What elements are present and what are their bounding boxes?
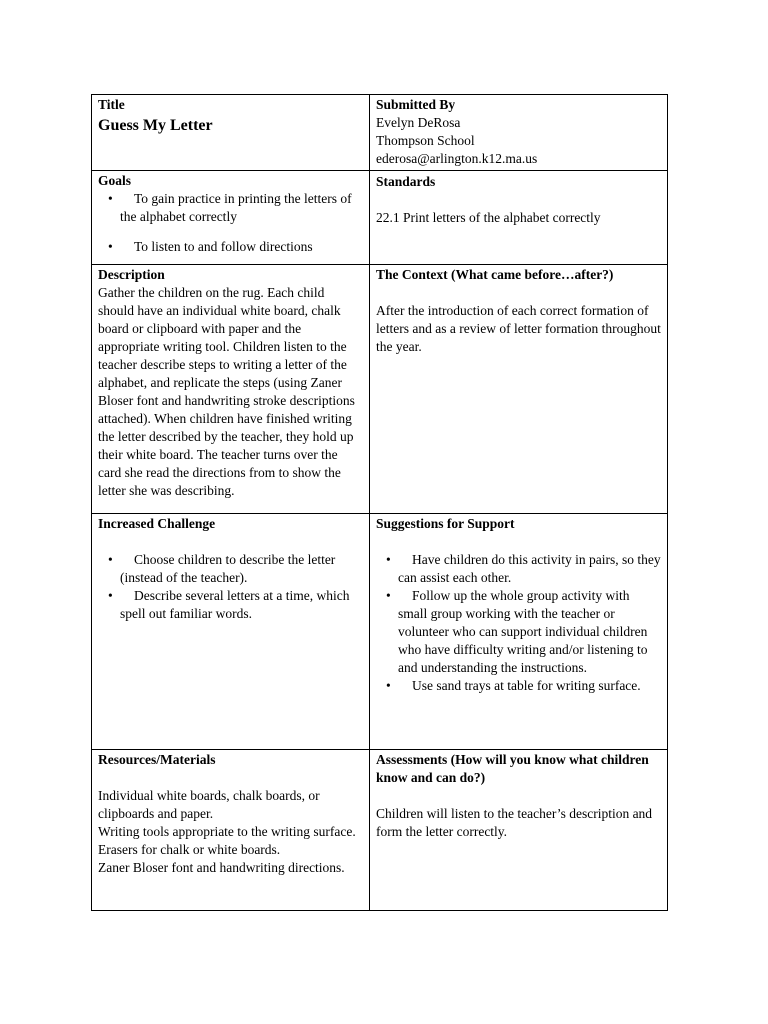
goal-item: • To gain practice in printing the letters of the alphabet correctly (98, 190, 363, 226)
standards-cell (370, 171, 668, 265)
support-item: • Have children do this activity in pairs, so they can assist each other. (376, 551, 661, 587)
lesson-plan-table (91, 94, 668, 911)
resources-label: Resources/Materials (98, 752, 216, 767)
lesson-title: Guess My Letter (98, 117, 213, 134)
author-name: Evelyn DeRosa (376, 115, 461, 130)
support-item: • Follow up the whole group activity with small group working with the teacher or volunteer who can support individual children who have difficulty writing and/or listening to and understanding the instructions. (376, 587, 661, 677)
support-item: • Use sand trays at table for writing surface. (376, 677, 661, 695)
resource-line: Writing tools appropriate to the writing surface. (98, 824, 356, 839)
description-cell (92, 265, 370, 514)
school-name: Thompson School (376, 133, 475, 148)
support-cell (370, 514, 668, 750)
author-email: ederosa@arlington.k12.ma.us (376, 151, 538, 166)
assessments-text: Children will listen to the teacher’s description and form the letter correctly. (376, 806, 653, 839)
submitted-cell (370, 95, 668, 171)
row-title (92, 95, 668, 171)
challenge-item: • Describe several letters at a time, which spell out familiar words. (98, 587, 363, 623)
resource-line: Erasers for chalk or white boards. (98, 842, 281, 857)
row-resources (92, 750, 668, 911)
context-text: After the introduction of each correct formation of letters and as a review of letter formation throughout the year. (376, 303, 661, 354)
row-challenge (92, 514, 668, 750)
challenge-list (98, 551, 363, 623)
challenge-cell (92, 514, 370, 750)
submitted-label: Submitted By (376, 97, 456, 112)
description-label: Description (98, 267, 165, 282)
goal-item: • To listen to and follow directions (98, 238, 363, 256)
assessments-cell (370, 750, 668, 911)
resources-cell (92, 750, 370, 911)
goals-cell (92, 171, 370, 265)
challenge-item: • Choose children to describe the letter (instead of the teacher). (98, 551, 363, 587)
support-label: Suggestions for Support (376, 516, 515, 531)
context-cell (370, 265, 668, 514)
assessments-label: Assessments (How will you know what children know and can do?) (376, 752, 649, 785)
standards-label: Standards (376, 174, 436, 189)
title-cell (92, 95, 370, 171)
title-label: Title (98, 97, 125, 112)
challenge-label: Increased Challenge (98, 516, 216, 531)
goals-list (98, 190, 363, 256)
resource-line: Zaner Bloser font and handwriting directions. (98, 860, 345, 875)
standards-text: 22.1 Print letters of the alphabet correctly (376, 210, 601, 225)
context-label: The Context (What came before…after?) (376, 267, 614, 282)
support-list (376, 551, 661, 695)
row-goals (92, 171, 668, 265)
description-text: Gather the children on the rug. Each child should have an individual white board, chalk board or clipboard with paper and the appropriate writing tool. Children listen to the teacher describe steps to writing a letter of the alphabet, and replicate the steps (using Zaner Bloser font and handwriting stroke descriptions attached). When children have finished writing the letter described by the teacher, they hold up their white board. The teacher turns over the card she read the directions from to show the letter she was describing. (98, 285, 355, 498)
resource-line: Individual white boards, chalk boards, or clipboards and paper. (98, 788, 320, 821)
goals-label: Goals (98, 173, 132, 188)
row-description (92, 265, 668, 514)
